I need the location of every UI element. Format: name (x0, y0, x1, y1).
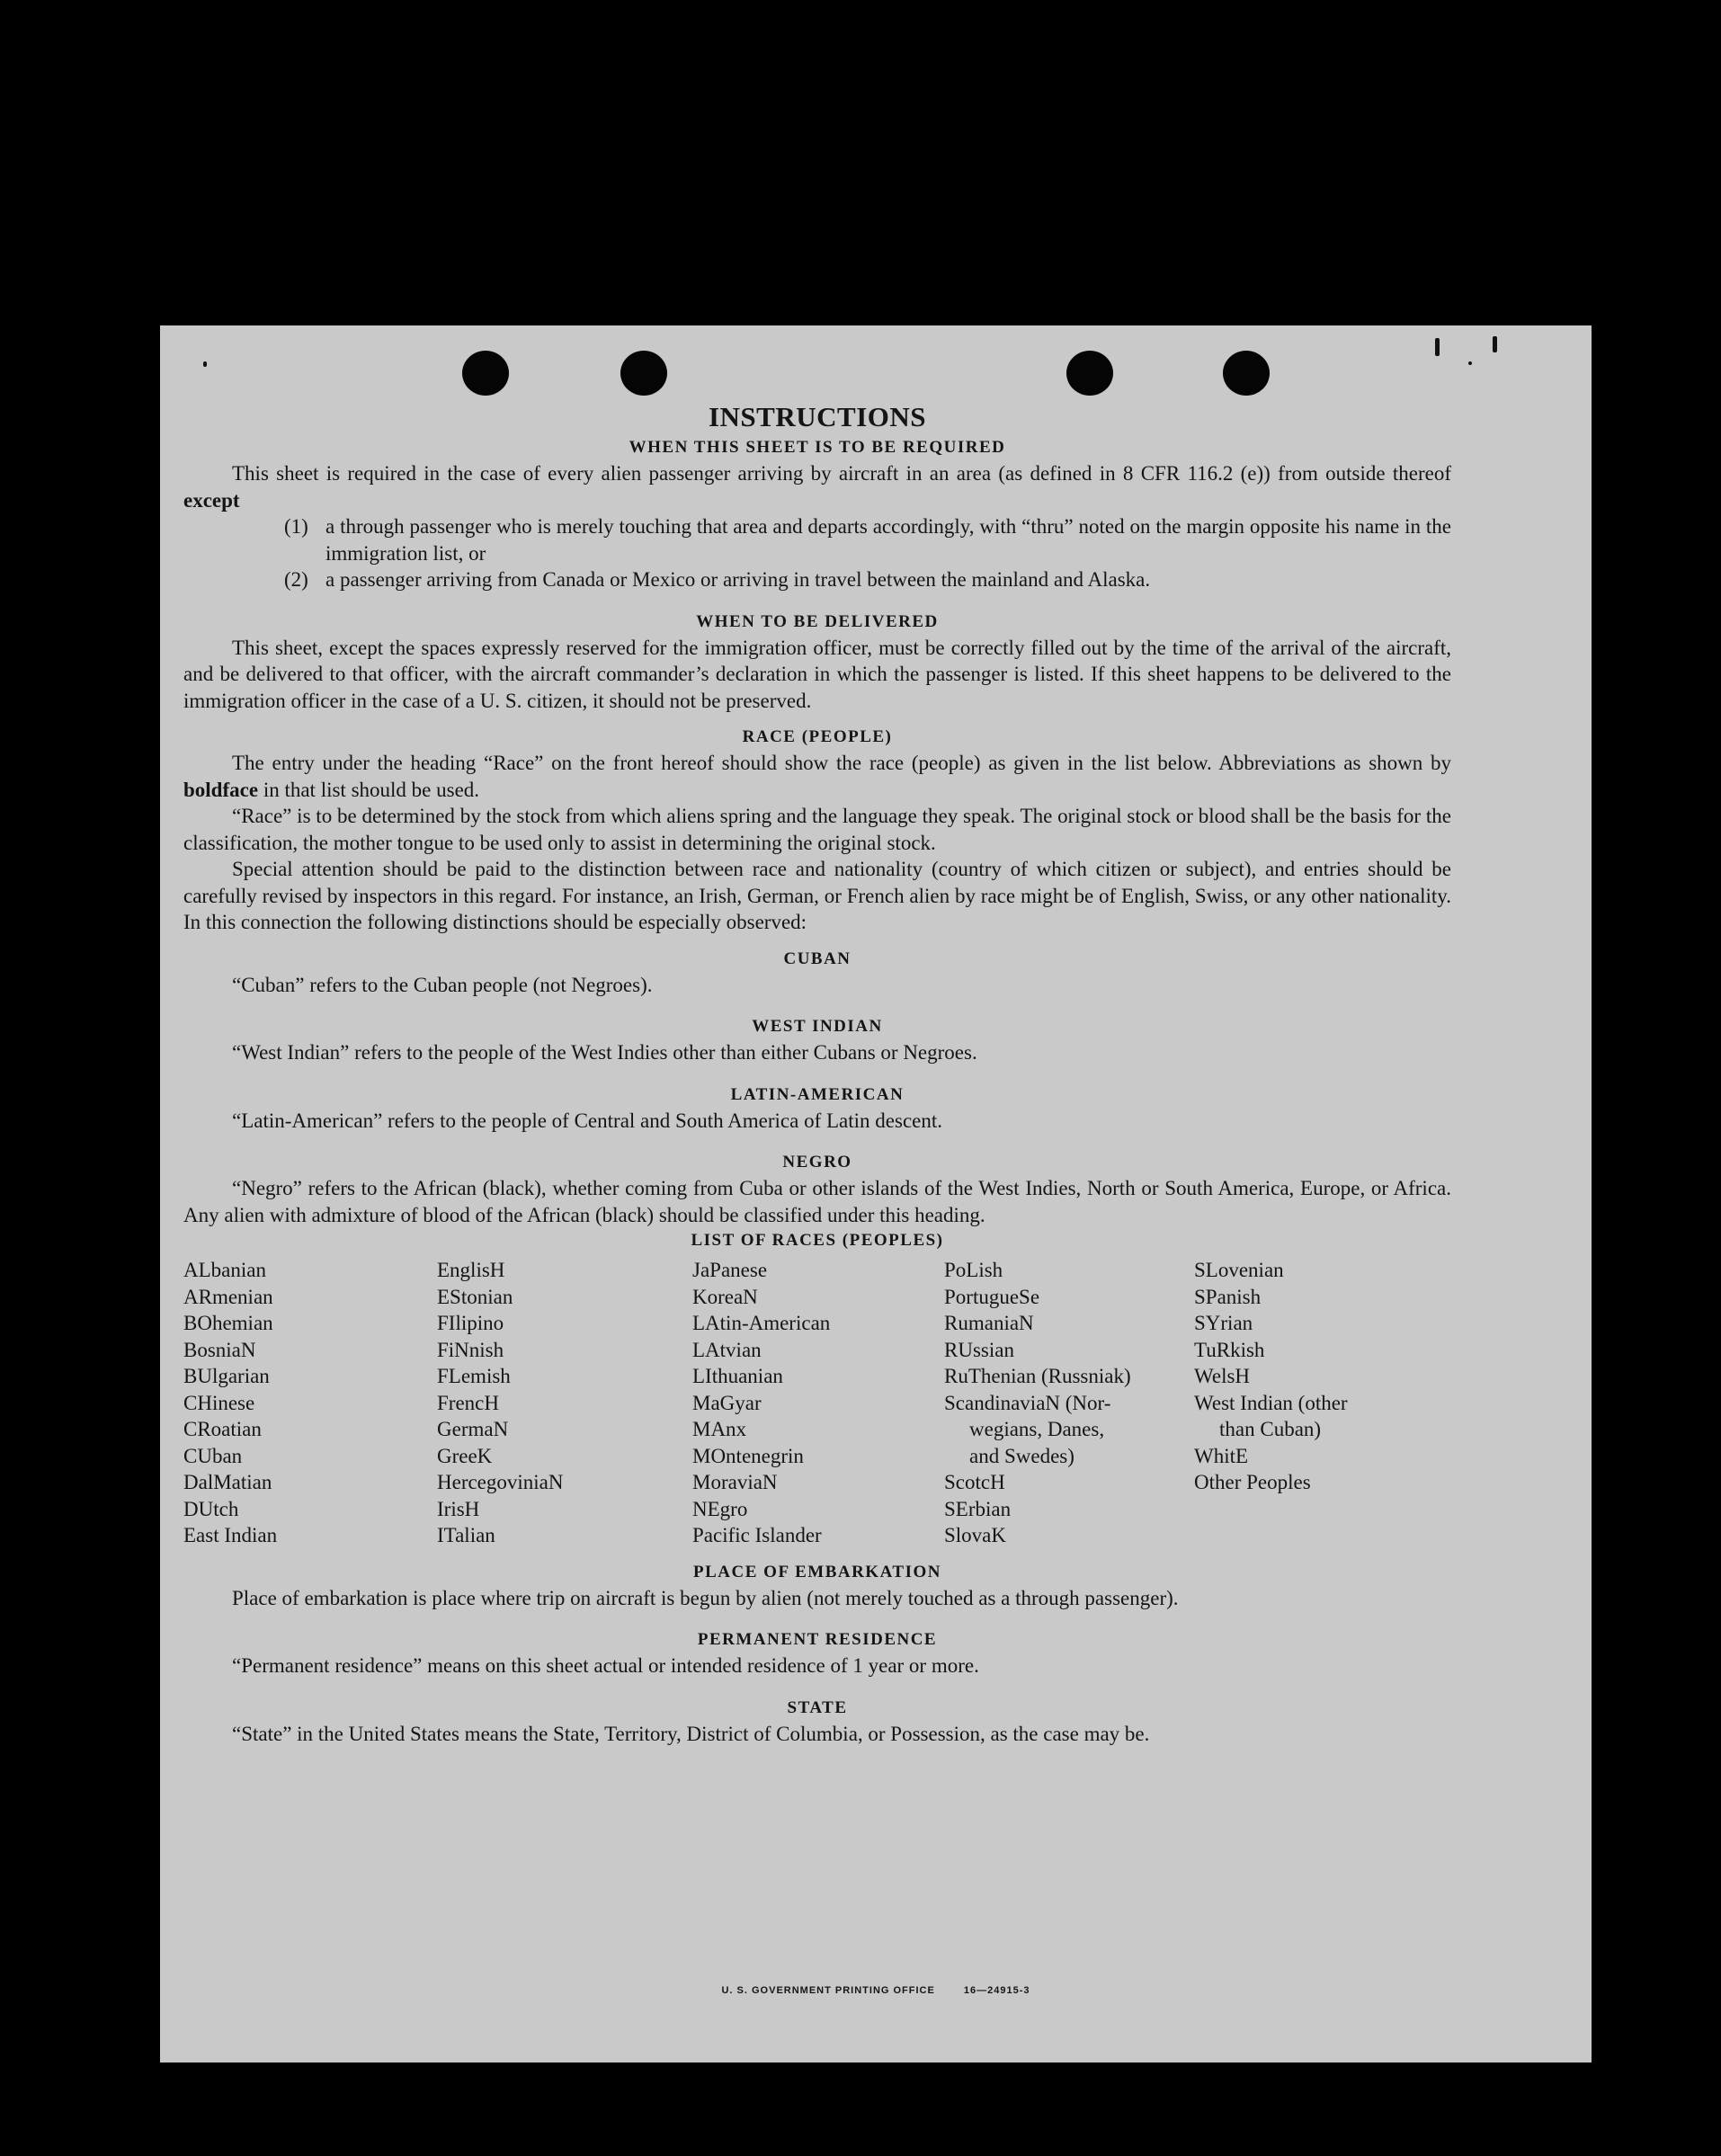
race-entry: NEgro (692, 1497, 748, 1520)
heading-embarkation: PLACE OF EMBARKATION (693, 1562, 941, 1581)
heading-permanent-residence: PERMANENT RESIDENCE (697, 1630, 938, 1649)
embarkation-text: Place of embarkation is place where trip on aircraft is begun by alien (not merely touched as a through passenger). (232, 1586, 1179, 1609)
when-required-intro-text: This sheet is required in the case of every alien passenger arriving by aircraft in an area (as defined in 8 CFR 116.2 (e)) from outside thereof (232, 462, 1451, 485)
exception-text: a passenger arriving from Canada or Mexico or arriving in travel between the mainland and Alaska. (325, 568, 1151, 591)
race-entry: RumaniaN (944, 1312, 1034, 1334)
heading-latin-american: LATIN-AMERICAN (730, 1084, 905, 1104)
race-entry: JaPanese (692, 1259, 768, 1281)
heading-cuban: CUBAN (783, 949, 852, 968)
race-entry: RuThenian (Russniak) (944, 1365, 1131, 1387)
race-entry: ITalian (437, 1524, 495, 1546)
exception-item (183, 566, 1451, 593)
race-entry: SLovenian (1194, 1259, 1284, 1281)
ink-speck (203, 361, 207, 367)
race-entry: GermaN (437, 1418, 509, 1440)
race-entry: ARmenian (183, 1285, 273, 1308)
race-entry: CUban (183, 1444, 243, 1467)
exception-list (183, 513, 1451, 593)
race-entry: DalMatian (183, 1471, 272, 1493)
exception-text: a through passenger who is merely touching that area and departs accordingly, with “thru” noted on the margin opposite his name in the immigration list, or (325, 515, 1451, 565)
exception-item (183, 513, 1451, 566)
printer-imprint (160, 1985, 1592, 1996)
race-entry: SErbian (944, 1497, 1012, 1520)
race-column (944, 1257, 1194, 1549)
race-entry: EnglisH (437, 1259, 505, 1281)
race-entry: BUlgarian (183, 1365, 270, 1387)
race-column (183, 1257, 437, 1549)
race-entry: CHinese (183, 1391, 255, 1414)
race-entry: PortugueSe (944, 1285, 1040, 1308)
race-entry: BosniaN (183, 1338, 256, 1361)
race-entry: ALbanian (183, 1259, 266, 1281)
when-delivered-text: This sheet, except the spaces expressly reserved for the immigration officer, must be correctly filled out by the time of the arrival of the aircraft, and be delivered to that officer, with the aircraft commander’s declaration in which the passenger is listed. If this sheet happens to be delivered to the immigration officer in the case of a U. S. citizen, it should not be preserved. (183, 636, 1451, 712)
race-column (692, 1257, 944, 1549)
race-entry: FrencH (437, 1391, 499, 1414)
race-entry: SPanish (1194, 1285, 1262, 1308)
race-entry: LIthuanian (692, 1365, 783, 1387)
heading-when-delivered: WHEN TO BE DELIVERED (696, 611, 939, 631)
race-entry: SYrian (1194, 1312, 1253, 1334)
race-p1-suffix: in that list should be used. (258, 778, 480, 801)
cuban-text: “Cuban” refers to the Cuban people (not Negroes). (232, 973, 653, 996)
race-column (1194, 1257, 1451, 1549)
race-entry: BOhemian (183, 1312, 273, 1334)
race-entry: PoLish (944, 1259, 1003, 1281)
race-entry: WhitE (1194, 1444, 1249, 1467)
heading-race: RACE (PEOPLE) (742, 727, 893, 746)
race-column (437, 1257, 692, 1549)
residence-text: “Permanent residence” means on this sheet actual or intended residence of 1 year or more. (232, 1654, 979, 1677)
race-entry: EStonian (437, 1285, 513, 1308)
page-title: INSTRUCTIONS (708, 401, 926, 432)
race-list-grid (183, 1257, 1451, 1549)
race-entry: FIlipino (437, 1312, 504, 1334)
race-entry: LAtvian (692, 1338, 762, 1361)
race-entry: CRoatian (183, 1418, 262, 1440)
race-entry: Pacific Islander (692, 1524, 822, 1546)
race-p1-prefix: The entry under the heading “Race” on the front hereof should show the race (people) as given in the list below. Abbreviations as shown by (232, 752, 1451, 774)
boldface-keyword: boldface (183, 778, 259, 801)
punch-hole (1223, 351, 1270, 396)
race-entry: SlovaK (944, 1524, 1006, 1546)
race-entry: ScotcH (944, 1471, 1005, 1493)
race-entry: LAtin-American (692, 1312, 831, 1334)
race-entry: than Cuban) (1219, 1418, 1322, 1440)
heading-state: STATE (787, 1697, 848, 1717)
heading-when-required: WHEN THIS SHEET IS TO BE REQUIRED (629, 438, 1006, 457)
race-entry: and Swedes) (969, 1444, 1075, 1467)
race-entry: MOntenegrin (692, 1444, 804, 1467)
when-required-intro (183, 460, 1451, 513)
exception-number: (1) (284, 515, 308, 538)
ink-speck (1468, 361, 1472, 365)
race-entry: GreeK (437, 1444, 493, 1467)
race-entry: MAnx (692, 1418, 747, 1440)
punch-hole (462, 351, 509, 396)
state-text: “State” in the United States means the State, Territory, District of Columbia, or Possession, as the case may be. (232, 1722, 1150, 1745)
heading-west-indian: WEST INDIAN (752, 1017, 883, 1036)
exception-number: (2) (284, 568, 308, 591)
race-entry: Other Peoples (1194, 1471, 1311, 1493)
punch-hole (1066, 351, 1113, 396)
race-entry: wegians, Danes, (969, 1418, 1105, 1440)
race-entry: ScandinaviaN (Nor- (944, 1391, 1111, 1414)
race-entry: East Indian (183, 1524, 278, 1546)
race-entry: MoraviaN (692, 1471, 778, 1493)
negro-text: “Negro” refers to the African (black), whether coming from Cuba or other islands of the West Indies, North or South America, Europe, or Africa. Any alien with admixture of blood of the African (black) should be classified under this heading. (183, 1177, 1451, 1226)
race-paragraph-1 (183, 750, 1451, 803)
race-paragraph-2: “Race” is to be determined by the stock from which aliens spring and the language they speak. The original stock or blood shall be the basis for the classification, the mother tongue to be used only to assist in determining the original stock. (183, 805, 1451, 854)
ink-speck (1435, 338, 1440, 356)
west-indian-text: “West Indian” refers to the people of the West Indies other than either Cubans or Negroes. (232, 1041, 977, 1064)
heading-list-of-races: LIST OF RACES (PEOPLES) (691, 1231, 944, 1250)
race-entry: FLemish (437, 1365, 511, 1387)
race-entry: MaGyar (692, 1391, 762, 1414)
form-code: 16—24915-3 (963, 1985, 1030, 1996)
race-entry: IrisH (437, 1497, 480, 1520)
race-entry: TuRkish (1194, 1338, 1265, 1361)
race-entry: West Indian (other (1194, 1391, 1348, 1414)
latin-american-text: “Latin-American” refers to the people of Central and South America of Latin descent. (232, 1109, 942, 1132)
race-entry: DUtch (183, 1497, 239, 1520)
race-entry: WelsH (1194, 1365, 1251, 1387)
race-entry: KoreaN (692, 1285, 758, 1308)
race-entry: RUssian (944, 1338, 1014, 1361)
race-entry: FiNnish (437, 1338, 504, 1361)
punch-hole (620, 351, 667, 396)
race-paragraph-3: Special attention should be paid to the distinction between race and nationality (country of which citizen or subject), and entries should be carefully revised by inspectors in this regard. For instance, an Irish, German, or French alien by race might be of English, Swiss, or any other nationality. In this connection the following distinctions should be especially observed: (183, 858, 1451, 933)
heading-negro: NEGRO (782, 1153, 852, 1172)
document-page (160, 325, 1592, 2062)
race-entry: HercegoviniaN (437, 1471, 564, 1493)
ink-speck (1493, 336, 1497, 352)
printer-name: U. S. GOVERNMENT PRINTING OFFICE (721, 1985, 935, 1996)
except-keyword: except (183, 488, 240, 512)
instructions-body (183, 399, 1451, 1747)
